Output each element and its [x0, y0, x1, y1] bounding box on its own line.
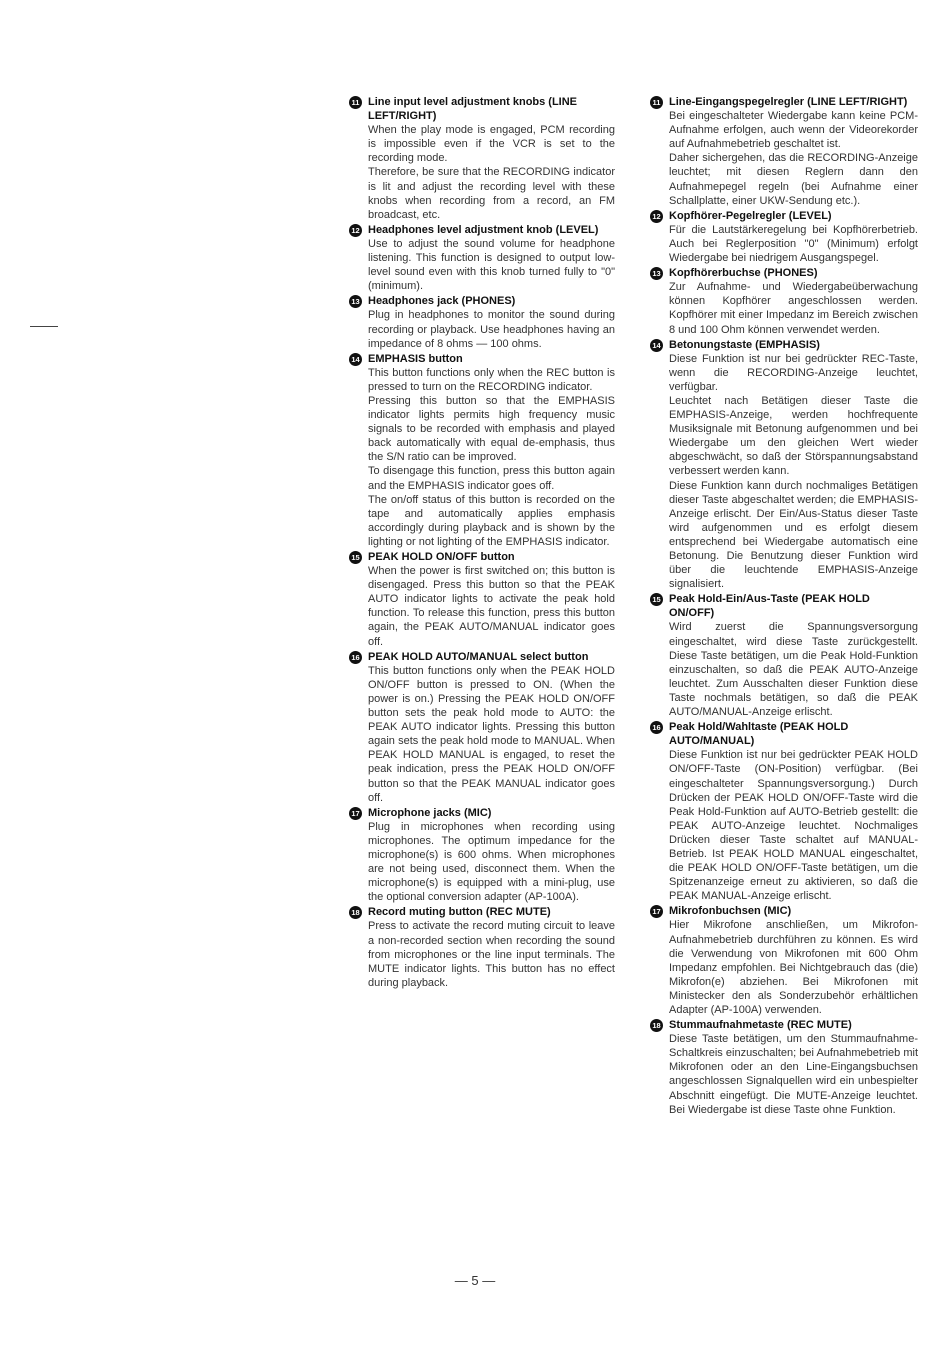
item-body — [368, 564, 615, 649]
item-paragraph: The on/off status of this button is recorded on the tape and automatically applies emphasis accordingly during playback and is shown by the lighting or not lighting of the EMPHASIS indicator. — [368, 493, 615, 548]
item-heading: Line-Eingangspegelregler (LINE LEFT/RIGHT) — [669, 96, 908, 108]
item-heading: EMPHASIS button — [368, 352, 463, 365]
item-body — [368, 664, 615, 805]
item-number-badge: 14 — [650, 339, 663, 352]
item-number-badge: 12 — [349, 224, 362, 237]
item-heading: Kopfhörer-Pegelregler (LEVEL) — [669, 209, 832, 222]
item-heading: PEAK HOLD AUTO/MANUAL select button — [368, 650, 589, 663]
item-heading-row — [349, 806, 615, 820]
item-body — [368, 308, 615, 350]
item-13 — [650, 266, 918, 336]
item-paragraph: Hier Mikrofone anschließen, um Mikrofon-Aufnahmebetrieb durchführen zu können. Es wird die Verwendung von Mikrofonen mit 600 Ohm Impedanz empfohlen. Bei Nichtgebrauch das (die) Mikrofon(e) abziehen. Bei Mikrofonen mit Ministecker den als Sonderzubehör erhältlichen Adapter (AP-100A) verwenden. — [669, 919, 918, 1016]
item-heading: PEAK HOLD ON/OFF button — [368, 551, 515, 563]
item-body — [669, 1032, 918, 1117]
item-12 — [650, 209, 918, 265]
item-paragraph: Diese Funktion ist nur bei gedrückter REC-Taste, wenn die RECORDING-Anzeige leuchtet, verfügbar. — [669, 352, 918, 393]
item-14 — [650, 338, 918, 592]
item-number-badge: 11 — [650, 96, 663, 109]
item-paragraph: Diese Taste betätigen, um den Stummaufnahme-Schaltkreis einzuschalten; bei Aufnahmebetrieb mit Mikrofonen oder an den Line-Eingangsbuchsen angeschlossen Signalquellen wird ein unbespielter Abschnitt eingefügt. Die MUTE-Anzeige leuchtet. Bei Wiedergabe ist diese Taste ohne Funktion. — [669, 1033, 918, 1116]
item-number-badge: 18 — [650, 1019, 663, 1032]
item-heading-row — [650, 209, 918, 223]
item-heading: Mikrofonbuchsen (MIC) — [669, 905, 792, 918]
item-body — [669, 620, 918, 719]
item-paragraph: This button functions only when the REC button is pressed to turn on the RECORDING indicator. — [368, 366, 615, 393]
item-paragraph: This button functions only when the PEAK HOLD ON/OFF button is pressed to ON. (When the power is on.) Pressing the PEAK HOLD ON/OFF button sets the peak hold mode to AUTO: the PEAK AUTO indicator lights. Pressing this button again sets the peak hold mode to MANUAL. When PEAK HOLD MANUAL is engaged, to reset the peak indication, press the PEAK HOLD ON/OFF button so that the PEAK MANUAL indicator goes off. — [368, 664, 615, 804]
item-16 — [650, 720, 918, 903]
item-heading-row — [650, 95, 918, 109]
item-heading: Peak Hold-Ein/Aus-Taste (PEAK HOLD ON/OFF) — [669, 593, 870, 620]
item-17 — [650, 904, 918, 1017]
item-heading: Line input level adjustment knobs (LINE LEFT/RIGHT) — [368, 96, 578, 123]
item-paragraph: Leuchtet nach Betätigen dieser Taste die EMPHASIS-Anzeige, werden hochfrequente Musiksignale mit Betonung aufgenommen und bei Wiedergabe um den gleichen Wert wieder abgeschwächt, so daß der Störspannungsabstand verbessert werden kann. — [669, 394, 918, 478]
item-heading-row — [650, 592, 918, 620]
german-column — [650, 95, 918, 1118]
item-heading-row — [650, 338, 918, 352]
item-17 — [349, 806, 615, 905]
item-heading-row — [349, 905, 615, 919]
item-15 — [349, 550, 615, 649]
item-heading: Record muting button (REC MUTE) — [368, 906, 551, 919]
item-heading: Microphone jacks (MIC) — [368, 806, 492, 819]
item-heading: Peak Hold/Wahltaste (PEAK HOLD AUTO/MANUAL) — [669, 721, 849, 748]
item-heading-row — [650, 266, 918, 280]
item-body — [669, 223, 918, 265]
item-18 — [349, 905, 615, 990]
item-heading-row — [349, 352, 615, 366]
item-11 — [349, 95, 615, 222]
item-body — [669, 280, 918, 336]
item-heading: Stummaufnahmetaste (REC MUTE) — [669, 1019, 852, 1032]
item-paragraph: Wird zuerst die Spannungsversorgung eingeschaltet, wird diese Taste zurückgestellt. Diese Taste betätigen, um die Peak Hold-Funktion einzuschalten, so daß die PEAK AUTO-Anzeige leuchtet. Zum Ausschalten dieser Funktion diese Taste nochmals betätigen, so daß die PEAK AUTO/MANUAL-Anzeige erlischt. — [669, 621, 918, 719]
item-heading-row — [650, 720, 918, 748]
item-body — [368, 820, 615, 905]
item-paragraph: Use to adjust the sound volume for headphone listening. This function is designed to output low-level sound even with this knob turned fully to "0" (minimum). — [368, 237, 615, 293]
item-paragraph: Zur Aufnahme- und Wiedergabeüberwachung können Kopfhörer angeschlossen werden. Kopfhörer mit einer Impedanz im Bereich zwischen 8 und 100 Ohm können verwendet werden. — [669, 281, 918, 336]
item-13 — [349, 294, 615, 350]
item-body — [669, 109, 918, 208]
item-number-badge: 11 — [349, 96, 362, 109]
item-number-badge: 17 — [349, 807, 362, 820]
item-paragraph: Bei eingeschalteter Wiedergabe kann keine PCM-Aufnahme erfolgen, auch wenn der Videorekorder auf Aufnahmebetrieb geschaltet ist. — [669, 110, 918, 151]
item-16 — [349, 650, 615, 805]
item-paragraph: To disengage this function, press this button again and the EMPHASIS indicator goes off. — [368, 465, 615, 492]
item-heading-row — [349, 294, 615, 308]
item-paragraph: Press to activate the record muting circuit to leave a non-recorded section when recording the sound from microphones or the line input terminals. The MUTE indicator lights. This button has no effect during playback. — [368, 920, 615, 989]
item-heading-row — [650, 1018, 918, 1032]
item-heading-row — [349, 650, 615, 664]
item-body — [368, 237, 615, 293]
item-heading: Kopfhörerbuchse (PHONES) — [669, 267, 818, 280]
item-paragraph: Diese Funktion kann durch nochmaliges Betätigen dieser Taste abgeschaltet werden; die EMPHASIS-Anzeige erlischt. Der Ein/Aus-Status dieser Taste wird aufgenommen und es erfolgt diesem entsprechend bei Wiedergabe automatisch eine Betonung. Die Benutzung dieser Funktion wird über die leuchtende EMPHASIS-Anzeige signalisiert. — [669, 479, 918, 591]
item-18 — [650, 1018, 918, 1117]
item-number-badge: 13 — [349, 295, 362, 308]
item-body — [368, 366, 615, 549]
item-11 — [650, 95, 918, 208]
item-number-badge: 16 — [349, 651, 362, 664]
item-15 — [650, 592, 918, 719]
item-body — [669, 748, 918, 903]
item-body — [368, 919, 615, 989]
item-number-badge: 17 — [650, 905, 663, 918]
item-body — [669, 352, 918, 592]
item-paragraph: Plug in microphones when recording using microphones. The optimum impedance for the microphone(s) is 600 ohms. When microphones are not being used, disconnect them. When the microphone(s) is equipped with a mini-plug, use the optional conversion adapter (AP-100A). — [368, 820, 615, 904]
item-number-badge: 12 — [650, 210, 663, 223]
item-paragraph: Therefore, be sure that the RECORDING indicator is lit and adjust the recording level with these knobs when recording from a record, an FM broadcast, etc. — [368, 166, 615, 221]
item-heading-row — [349, 223, 615, 237]
item-heading: Headphones level adjustment knob (LEVEL) — [368, 223, 599, 236]
item-heading: Headphones jack (PHONES) — [368, 295, 516, 308]
item-14 — [349, 352, 615, 549]
item-number-badge: 13 — [650, 267, 663, 280]
item-body — [368, 123, 615, 222]
item-number-badge: 16 — [650, 721, 663, 734]
item-heading-row — [349, 550, 615, 564]
page-number: — 5 — — [454, 1273, 496, 1288]
item-paragraph: Für die Lautstärkeregelung bei Kopfhörerbetrieb. Auch bei Reglerposition "0" (Minimum) erfolgt Wiedergabe bei niedrigem Ausgangspegel. — [669, 223, 918, 265]
item-paragraph: Diese Funktion ist nur bei gedrückter PEAK HOLD ON/OFF-Taste (ON-Position) verfügbar. (Bei eingeschalteter Spannungsversorgung.) Durch Drücken der PEAK HOLD ON/OFF-Taste wird die Peak Hold-Funktion auf AUTO-Betrieb gestellt: die PEAK AUTO-Anzeige leuchtet. Nochmaliges Drücken dieser Taste schaltet auf MANUAL-Betrieb. Ist PEAK HOLD MANUAL eingeschaltet, die PEAK HOLD ON/OFF-Taste betätigen, um die Spitzenanzeige erneut zu aktivieren, so daß die PEAK MANUAL-Anzeige erlischt. — [669, 749, 918, 903]
item-paragraph: Plug in headphones to monitor the sound during recording or playback. Use headphones having an impedance of 8 ohms — 100 ohms. — [368, 309, 615, 350]
item-paragraph: Pressing this button so that the EMPHASIS indicator lights permits high frequency music signals to be recorded with emphasis and played back automatically with equal de-emphasis, thus the S/N ratio can be improved. — [368, 394, 615, 464]
item-12 — [349, 223, 615, 293]
english-column — [349, 95, 615, 991]
item-number-badge: 14 — [349, 353, 362, 366]
item-number-badge: 15 — [650, 593, 663, 606]
item-heading-row — [349, 95, 615, 123]
item-heading: Betonungstaste (EMPHASIS) — [669, 338, 820, 351]
margin-rule — [30, 326, 58, 327]
item-number-badge: 15 — [349, 551, 362, 564]
item-body — [669, 918, 918, 1017]
item-paragraph: When the play mode is engaged, PCM recording is impossible even if the VCR is set to the recording mode. — [368, 124, 615, 165]
item-paragraph: When the power is first switched on; this button is disengaged. Press this button so that the PEAK AUTO indicator lights to activate the peak hold function. To release this function, press this button again, the PEAK AUTO/MANUAL indicator goes off. — [368, 565, 615, 648]
item-number-badge: 18 — [349, 906, 362, 919]
item-paragraph: Daher sichergehen, das die RECORDING-Anzeige leuchtet; mit diesen Reglern dann den Aufnahmepegel regeln (bei Aufnahme einer Schallplatte, einer UKW-Sendung etc.). — [669, 152, 918, 207]
item-heading-row — [650, 904, 918, 918]
